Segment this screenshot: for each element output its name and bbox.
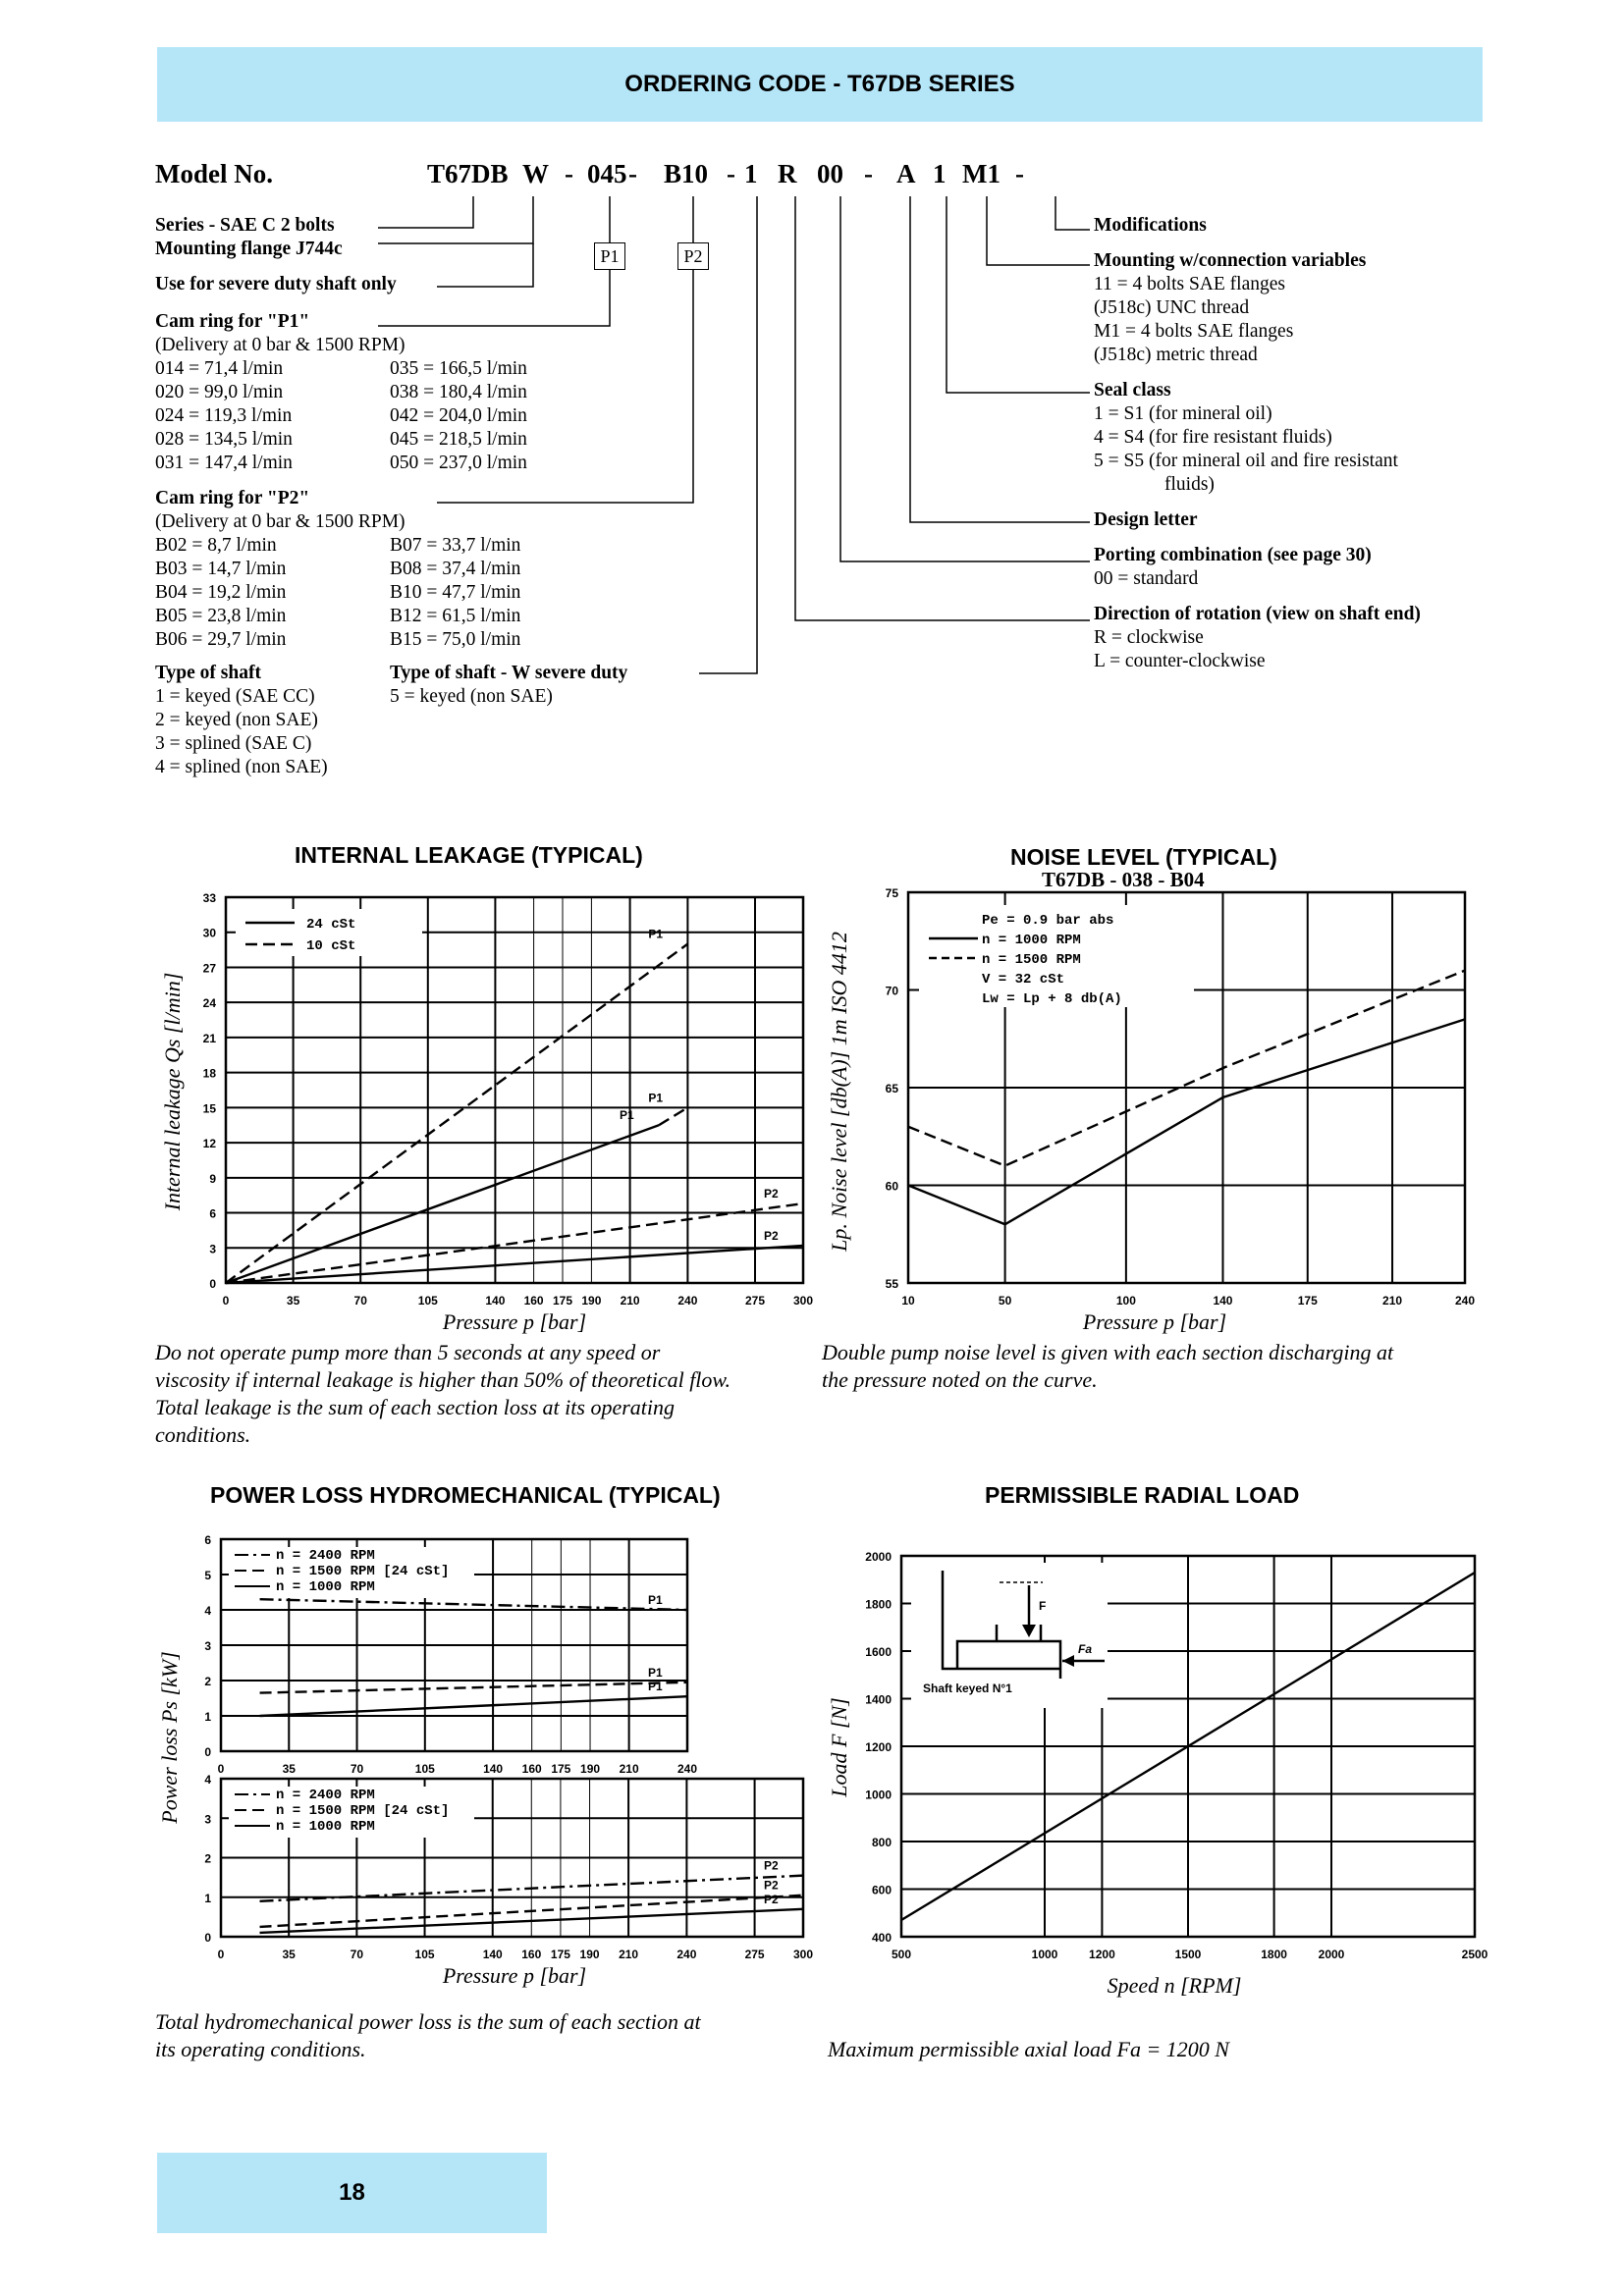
cam-p2-title: Cam ring for "P2": [155, 488, 310, 508]
x-tick-label: 240: [676, 1762, 698, 1776]
legend-label: n = 1500 RPM [24 cSt]: [276, 1564, 450, 1579]
definition-item: 020 = 99,0 l/min: [155, 382, 284, 402]
modifications-def: Modifications: [1094, 215, 1207, 236]
model-code-segment: 00: [817, 159, 843, 188]
y-tick-label: 0: [209, 1277, 216, 1291]
definition-item: 050 = 237,0 l/min: [390, 453, 527, 473]
definition-item: 014 = 71,4 l/min: [155, 358, 284, 379]
cam-p1-title: Cam ring for "P1": [155, 311, 310, 332]
inset-label: F: [1039, 1599, 1047, 1613]
y-tick-label: 1200: [865, 1740, 892, 1754]
definition-item: 024 = 119,3 l/min: [155, 405, 293, 426]
x-tick-label: 300: [792, 1948, 814, 1961]
cam-p1-note: (Delivery at 0 bar & 1500 RPM): [155, 335, 406, 355]
series-label: P2: [764, 1228, 779, 1243]
x-tick-label: 275: [744, 1294, 766, 1308]
page-header-title: ORDERING CODE - T67DB SERIES: [624, 71, 1015, 97]
x-tick-label: 0: [222, 1294, 230, 1308]
mounting-var-title: Mounting w/connection variables: [1094, 250, 1367, 271]
definition-item: (J518c) UNC thread: [1094, 297, 1250, 318]
series-def: Series - SAE C 2 bolts: [155, 215, 335, 236]
y-tick-label: 9: [209, 1171, 216, 1186]
x-tick-label: 210: [1382, 1294, 1403, 1308]
y-tick-label: 3: [209, 1242, 216, 1256]
y-tick-label: 1400: [865, 1692, 892, 1707]
definition-item: Double pump noise level is given with each section discharging at: [822, 1340, 1394, 1364]
definition-item: 038 = 180,4 l/min: [390, 382, 527, 402]
x-tick-label: 190: [579, 1948, 600, 1961]
x-tick-label: 35: [286, 1294, 300, 1308]
shaft-w-title: Type of shaft - W severe duty: [390, 663, 628, 683]
definition-item: 031 = 147,4 l/min: [155, 453, 293, 473]
noise-title: NOISE LEVEL (TYPICAL): [1010, 844, 1277, 870]
legend-label: n = 1500 RPM: [982, 952, 1081, 968]
power-title: POWER LOSS HYDROMECHANICAL (TYPICAL): [210, 1482, 721, 1508]
series-label: P1: [620, 1108, 634, 1123]
y-tick-label: 400: [871, 1931, 892, 1945]
legend-label: V = 32 cSt: [982, 972, 1065, 988]
y-tick-label: 6: [204, 1533, 211, 1547]
y-tick-label: 2: [204, 1675, 211, 1688]
definition-item: R = clockwise: [1094, 627, 1204, 648]
noise-subtitle: T67DB - 038 - B04: [1042, 868, 1205, 891]
y-tick-label: 1: [204, 1710, 211, 1724]
definition-item: B12 = 61,5 l/min: [390, 606, 521, 626]
y-tick-label: 3: [204, 1812, 211, 1827]
x-tick-label: 105: [414, 1948, 435, 1961]
y-tick-label: 70: [885, 984, 898, 998]
inset-label: Fa: [1078, 1642, 1093, 1656]
definition-item: L = counter-clockwise: [1094, 651, 1266, 671]
y-tick-label: 75: [885, 886, 898, 900]
rotation-title: Direction of rotation (view on shaft end): [1094, 604, 1421, 624]
series-line: [908, 1019, 1465, 1224]
x-tick-label: 1000: [1031, 1948, 1058, 1961]
radial-caption: Maximum permissible axial load Fa = 1200 N: [828, 2037, 1229, 2061]
y-axis-label: Power loss Ps [kW]: [157, 1651, 182, 1824]
model-code-segment: M1: [962, 159, 1001, 188]
x-tick-label: 0: [217, 1762, 225, 1776]
definition-item: 045 = 218,5 l/min: [390, 429, 527, 450]
x-tick-label: 105: [414, 1762, 435, 1776]
y-tick-label: 1600: [865, 1645, 892, 1659]
model-code-segment: 1: [933, 159, 947, 188]
model-code-segment: 045: [587, 159, 627, 188]
definition-item: B10 = 47,7 l/min: [390, 582, 521, 603]
y-tick-label: 60: [885, 1179, 898, 1194]
x-tick-label: 300: [792, 1294, 814, 1308]
p1-box: P1: [594, 242, 625, 270]
seal-title: Seal class: [1094, 380, 1171, 400]
radial-title: PERMISSIBLE RADIAL LOAD: [985, 1482, 1300, 1508]
porting-title: Porting combination (see page 30): [1094, 545, 1372, 565]
x-tick-label: 175: [1297, 1294, 1318, 1308]
series-label: P2: [764, 1878, 779, 1893]
model-code-segment: T67DB: [427, 159, 509, 188]
x-tick-label: 140: [1213, 1294, 1233, 1308]
series-label: P1: [648, 927, 664, 941]
x-axis-label: Pressure p [bar]: [1082, 1309, 1227, 1334]
y-tick-label: 1000: [865, 1788, 892, 1802]
definition-item: its operating conditions.: [155, 2037, 366, 2061]
model-code-segment: -: [864, 159, 873, 188]
x-tick-label: 70: [350, 1948, 364, 1961]
y-tick-label: 2000: [865, 1550, 892, 1564]
x-tick-label: 210: [620, 1294, 640, 1308]
definition-item: 5 = keyed (non SAE): [390, 686, 553, 707]
definition-item: Do not operate pump more than 5 seconds at any speed or: [155, 1340, 661, 1364]
y-tick-label: 600: [871, 1883, 892, 1897]
model-code-segment: A: [896, 159, 916, 188]
x-axis-label: Pressure p [bar]: [442, 1963, 587, 1988]
y-axis-label: Lp. Noise level [db(A)] 1m ISO 4412: [827, 932, 851, 1252]
model-code-segment: -: [565, 159, 573, 188]
p2-box: P2: [677, 242, 709, 270]
x-tick-label: 140: [485, 1294, 506, 1308]
definition-item: 4 = splined (non SAE): [155, 757, 328, 777]
x-tick-label: 1500: [1174, 1948, 1202, 1961]
model-code-segment: -: [1015, 159, 1024, 188]
definition-item: conditions.: [155, 1422, 251, 1447]
x-tick-label: 210: [619, 1762, 639, 1776]
x-tick-label: 2500: [1461, 1948, 1488, 1961]
x-tick-label: 190: [581, 1294, 602, 1308]
definition-item: Total leakage is the sum of each section loss at its operating: [155, 1395, 675, 1419]
seal-cont: fluids): [1164, 474, 1215, 495]
x-tick-label: 160: [523, 1294, 544, 1308]
definition-item: 4 = S4 (for fire resistant fluids): [1094, 427, 1332, 448]
x-tick-label: 190: [580, 1762, 601, 1776]
x-tick-label: 35: [282, 1762, 296, 1776]
model-code-segment: W: [522, 159, 549, 188]
legend-label: n = 1000 RPM: [982, 933, 1081, 948]
y-tick-label: 24: [202, 996, 216, 1011]
series-label: P2: [764, 1187, 779, 1201]
definition-item: 00 = standard: [1094, 568, 1199, 589]
x-tick-label: 140: [483, 1762, 504, 1776]
series-label: P1: [648, 1665, 663, 1680]
series-label: P1: [648, 1091, 664, 1105]
definition-item: B07 = 33,7 l/min: [390, 535, 521, 556]
definition-item: (J518c) metric thread: [1094, 345, 1258, 365]
y-tick-label: 21: [202, 1031, 216, 1045]
x-tick-label: 240: [676, 1948, 697, 1961]
x-tick-label: 10: [901, 1294, 915, 1308]
x-tick-label: 70: [353, 1294, 367, 1308]
y-tick-label: 4: [204, 1773, 211, 1787]
definition-item: 028 = 134,5 l/min: [155, 429, 293, 450]
y-tick-label: 33: [202, 891, 216, 905]
model-label: Model No.: [155, 159, 273, 188]
y-tick-label: 1: [204, 1891, 211, 1905]
model-code-segment: R: [778, 159, 797, 188]
legend-label: 24 cSt: [306, 917, 356, 933]
cam-p2-note: (Delivery at 0 bar & 1500 RPM): [155, 511, 406, 532]
x-tick-label: 500: [891, 1948, 912, 1961]
legend-label: Lw = Lp + 8 db(A): [982, 991, 1122, 1007]
x-tick-label: 50: [998, 1294, 1012, 1308]
legend-label: Pe = 0.9 bar abs: [982, 913, 1114, 929]
series-line: [226, 1203, 803, 1283]
x-tick-label: 160: [521, 1948, 542, 1961]
y-tick-label: 0: [204, 1931, 211, 1945]
series-label: P1: [648, 1680, 663, 1694]
x-tick-label: 140: [482, 1948, 503, 1961]
x-tick-label: 70: [350, 1762, 364, 1776]
x-axis-label: Pressure p [bar]: [442, 1309, 587, 1334]
legend-label: n = 1000 RPM: [276, 1819, 375, 1835]
definition-item: B04 = 19,2 l/min: [155, 582, 287, 603]
definition-item: 1 = S1 (for mineral oil): [1094, 403, 1272, 424]
series-line: [260, 1696, 687, 1716]
definition-item: 042 = 204,0 l/min: [390, 405, 527, 426]
definition-item: 3 = splined (SAE C): [155, 733, 312, 754]
page-number-box: [157, 2153, 547, 2233]
y-tick-label: 1800: [865, 1597, 892, 1612]
x-tick-label: 35: [282, 1948, 296, 1961]
x-axis-label: Speed n [RPM]: [1107, 1973, 1242, 1998]
x-tick-label: 1800: [1261, 1948, 1287, 1961]
x-tick-label: 2000: [1318, 1948, 1345, 1961]
severe-def: Use for severe duty shaft only: [155, 274, 397, 294]
model-code-segment: B10: [664, 159, 709, 188]
x-tick-label: 0: [217, 1948, 225, 1961]
definition-item: B05 = 23,8 l/min: [155, 606, 287, 626]
definition-item: B08 = 37,4 l/min: [390, 559, 521, 579]
y-tick-label: 15: [202, 1101, 216, 1116]
page-number: 18: [339, 2179, 365, 2206]
x-tick-label: 160: [521, 1762, 542, 1776]
y-tick-label: 27: [202, 961, 216, 976]
x-tick-label: 175: [550, 1948, 570, 1961]
definition-item: M1 = 4 bolts SAE flanges: [1094, 321, 1294, 342]
y-tick-label: 3: [204, 1639, 211, 1653]
x-tick-label: 175: [552, 1294, 573, 1308]
definition-item: 5 = S5 (for mineral oil and fire resistant: [1094, 451, 1398, 471]
definition-item: Total hydromechanical power loss is the sum of each section at: [155, 2009, 701, 2034]
leakage-caption: [155, 1339, 823, 1449]
y-axis-label: Load F [N]: [827, 1697, 851, 1797]
series-label: P1: [648, 1593, 663, 1607]
legend-label: n = 1500 RPM [24 cSt]: [276, 1803, 450, 1819]
series-line: [260, 1682, 687, 1693]
definition-item: 11 = 4 bolts SAE flanges: [1094, 274, 1285, 294]
power-caption: [155, 2008, 823, 2063]
x-tick-label: 105: [417, 1294, 438, 1308]
y-tick-label: 65: [885, 1082, 898, 1095]
y-tick-label: 55: [885, 1277, 898, 1291]
series-line: [226, 944, 687, 1283]
definition-item: B03 = 14,7 l/min: [155, 559, 287, 579]
y-tick-label: 30: [202, 926, 216, 940]
series-label: P2: [764, 1858, 779, 1873]
x-tick-label: 100: [1115, 1294, 1136, 1308]
definition-item: B02 = 8,7 l/min: [155, 535, 277, 556]
y-tick-label: 18: [202, 1066, 216, 1081]
x-tick-label: 210: [619, 1948, 639, 1961]
x-tick-label: 240: [1454, 1294, 1476, 1308]
definition-item: viscosity if internal leakage is higher than 50% of theoretical flow.: [155, 1367, 730, 1392]
model-code-segment: -: [628, 159, 637, 188]
design-def: Design letter: [1094, 509, 1198, 530]
series-line: [260, 1599, 687, 1610]
model-code-segment: -: [727, 159, 735, 188]
leakage-title: INTERNAL LEAKAGE (TYPICAL): [295, 842, 643, 868]
legend-label: 10 cSt: [306, 938, 356, 954]
inset-label: Shaft keyed N°1: [923, 1682, 1012, 1695]
y-tick-label: 12: [202, 1137, 216, 1151]
definition-item: 2 = keyed (non SAE): [155, 710, 318, 730]
y-tick-label: 0: [204, 1745, 211, 1759]
y-tick-label: 6: [209, 1206, 216, 1221]
legend-label: n = 1000 RPM: [276, 1579, 375, 1595]
noise-caption: [822, 1339, 1489, 1394]
definition-item: 035 = 166,5 l/min: [390, 358, 527, 379]
x-tick-label: 175: [551, 1762, 571, 1776]
mounting-def: Mounting flange J744c: [155, 239, 343, 259]
legend-label: n = 2400 RPM: [276, 1548, 375, 1564]
y-axis-label: Internal leakage Qs [l/min]: [160, 972, 185, 1211]
y-tick-label: 5: [204, 1569, 211, 1582]
x-tick-label: 1200: [1089, 1948, 1115, 1961]
y-tick-label: 2: [204, 1851, 211, 1866]
y-tick-label: 800: [871, 1836, 892, 1849]
series-label: P2: [764, 1892, 779, 1906]
definition-item: 1 = keyed (SAE CC): [155, 686, 315, 707]
x-tick-label: 275: [744, 1948, 765, 1961]
shaft-title: Type of shaft: [155, 663, 261, 683]
x-tick-label: 240: [677, 1294, 698, 1308]
definition-item: B15 = 75,0 l/min: [390, 629, 521, 650]
legend-label: n = 2400 RPM: [276, 1788, 375, 1803]
definition-item: B06 = 29,7 l/min: [155, 629, 287, 650]
definition-item: the pressure noted on the curve.: [822, 1367, 1098, 1392]
series-line: [659, 1107, 687, 1125]
model-code-segment: 1: [744, 159, 758, 188]
y-tick-label: 4: [204, 1604, 211, 1618]
